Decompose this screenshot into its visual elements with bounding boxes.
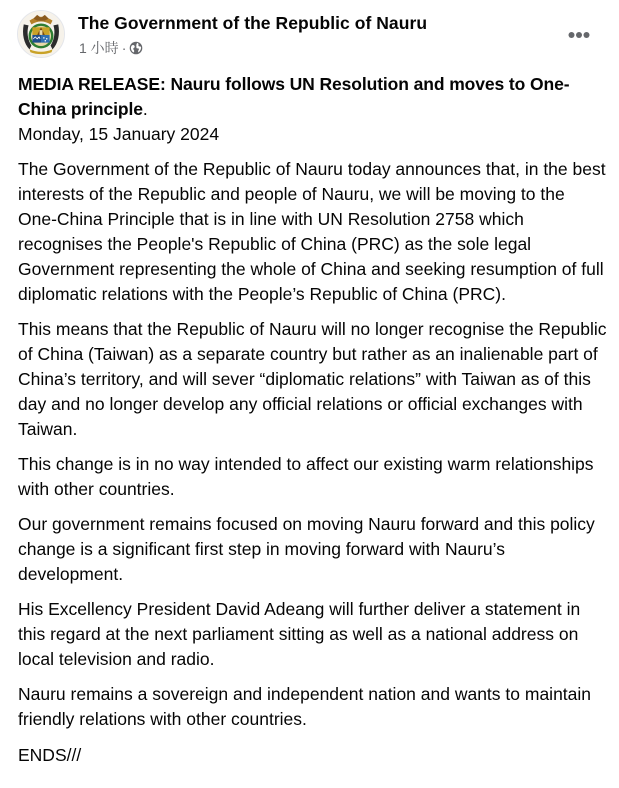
more-horizontal-icon (568, 31, 590, 39)
post-header (0, 0, 619, 66)
meta-separator: · (121, 40, 127, 56)
post-timestamp[interactable]: 1 小時 (79, 40, 119, 56)
post-closing: ENDS/// (18, 745, 82, 765)
more-options-button[interactable] (561, 20, 597, 50)
post-paragraph-1: The Government of the Republic of Nauru today announces that, in the best interests of the Republic and people of Nauru, we will be moving to the One-China Principle that is in line with UN Resolution 2758 which recognises the People's Republic of China (PRC) as the sole legal Government representing the whole of China and seeking resumption of full diplomatic relations with the People’s Republic of China (PRC). (18, 159, 606, 304)
post-body (18, 72, 608, 768)
post-paragraph-3: This change is in no way intended to affect our existing warm relationships with other countries. (18, 454, 594, 499)
nauru-coat-of-arms-icon (18, 11, 64, 57)
post-paragraph-5: His Excellency President David Adeang will further deliver a statement in this regard at the next parliament sitting as well as a national address on local television and radio. (18, 599, 581, 669)
headline-period: . (142, 99, 148, 119)
post-meta (79, 39, 143, 57)
page-name-link[interactable]: The Government of the Republic of Nauru (78, 13, 428, 33)
page-avatar[interactable] (17, 10, 65, 58)
globe-icon[interactable] (129, 41, 143, 55)
headline-text: MEDIA RELEASE: Nauru follows UN Resolution and moves to One-China principle (18, 74, 570, 119)
post-paragraph-6: Nauru remains a sovereign and independent nation and wants to maintain friendly relations with other countries. (18, 684, 592, 729)
post-paragraph-2: This means that the Republic of Nauru will no longer recognise the Republic of China (Taiwan) as a separate country but rather as an inalienable part of China’s territory, and will sever “diplomatic relations” with Taiwan as of this day and no longer develop any official relations or official exchanges with Taiwan. (18, 319, 607, 439)
post-dateline: Monday, 15 January 2024 (18, 124, 220, 144)
post-paragraph-4: Our government remains focused on moving Nauru forward and this policy change is a significant first step in moving forward with Nauru’s development. (18, 514, 595, 584)
post-headline (18, 72, 608, 122)
